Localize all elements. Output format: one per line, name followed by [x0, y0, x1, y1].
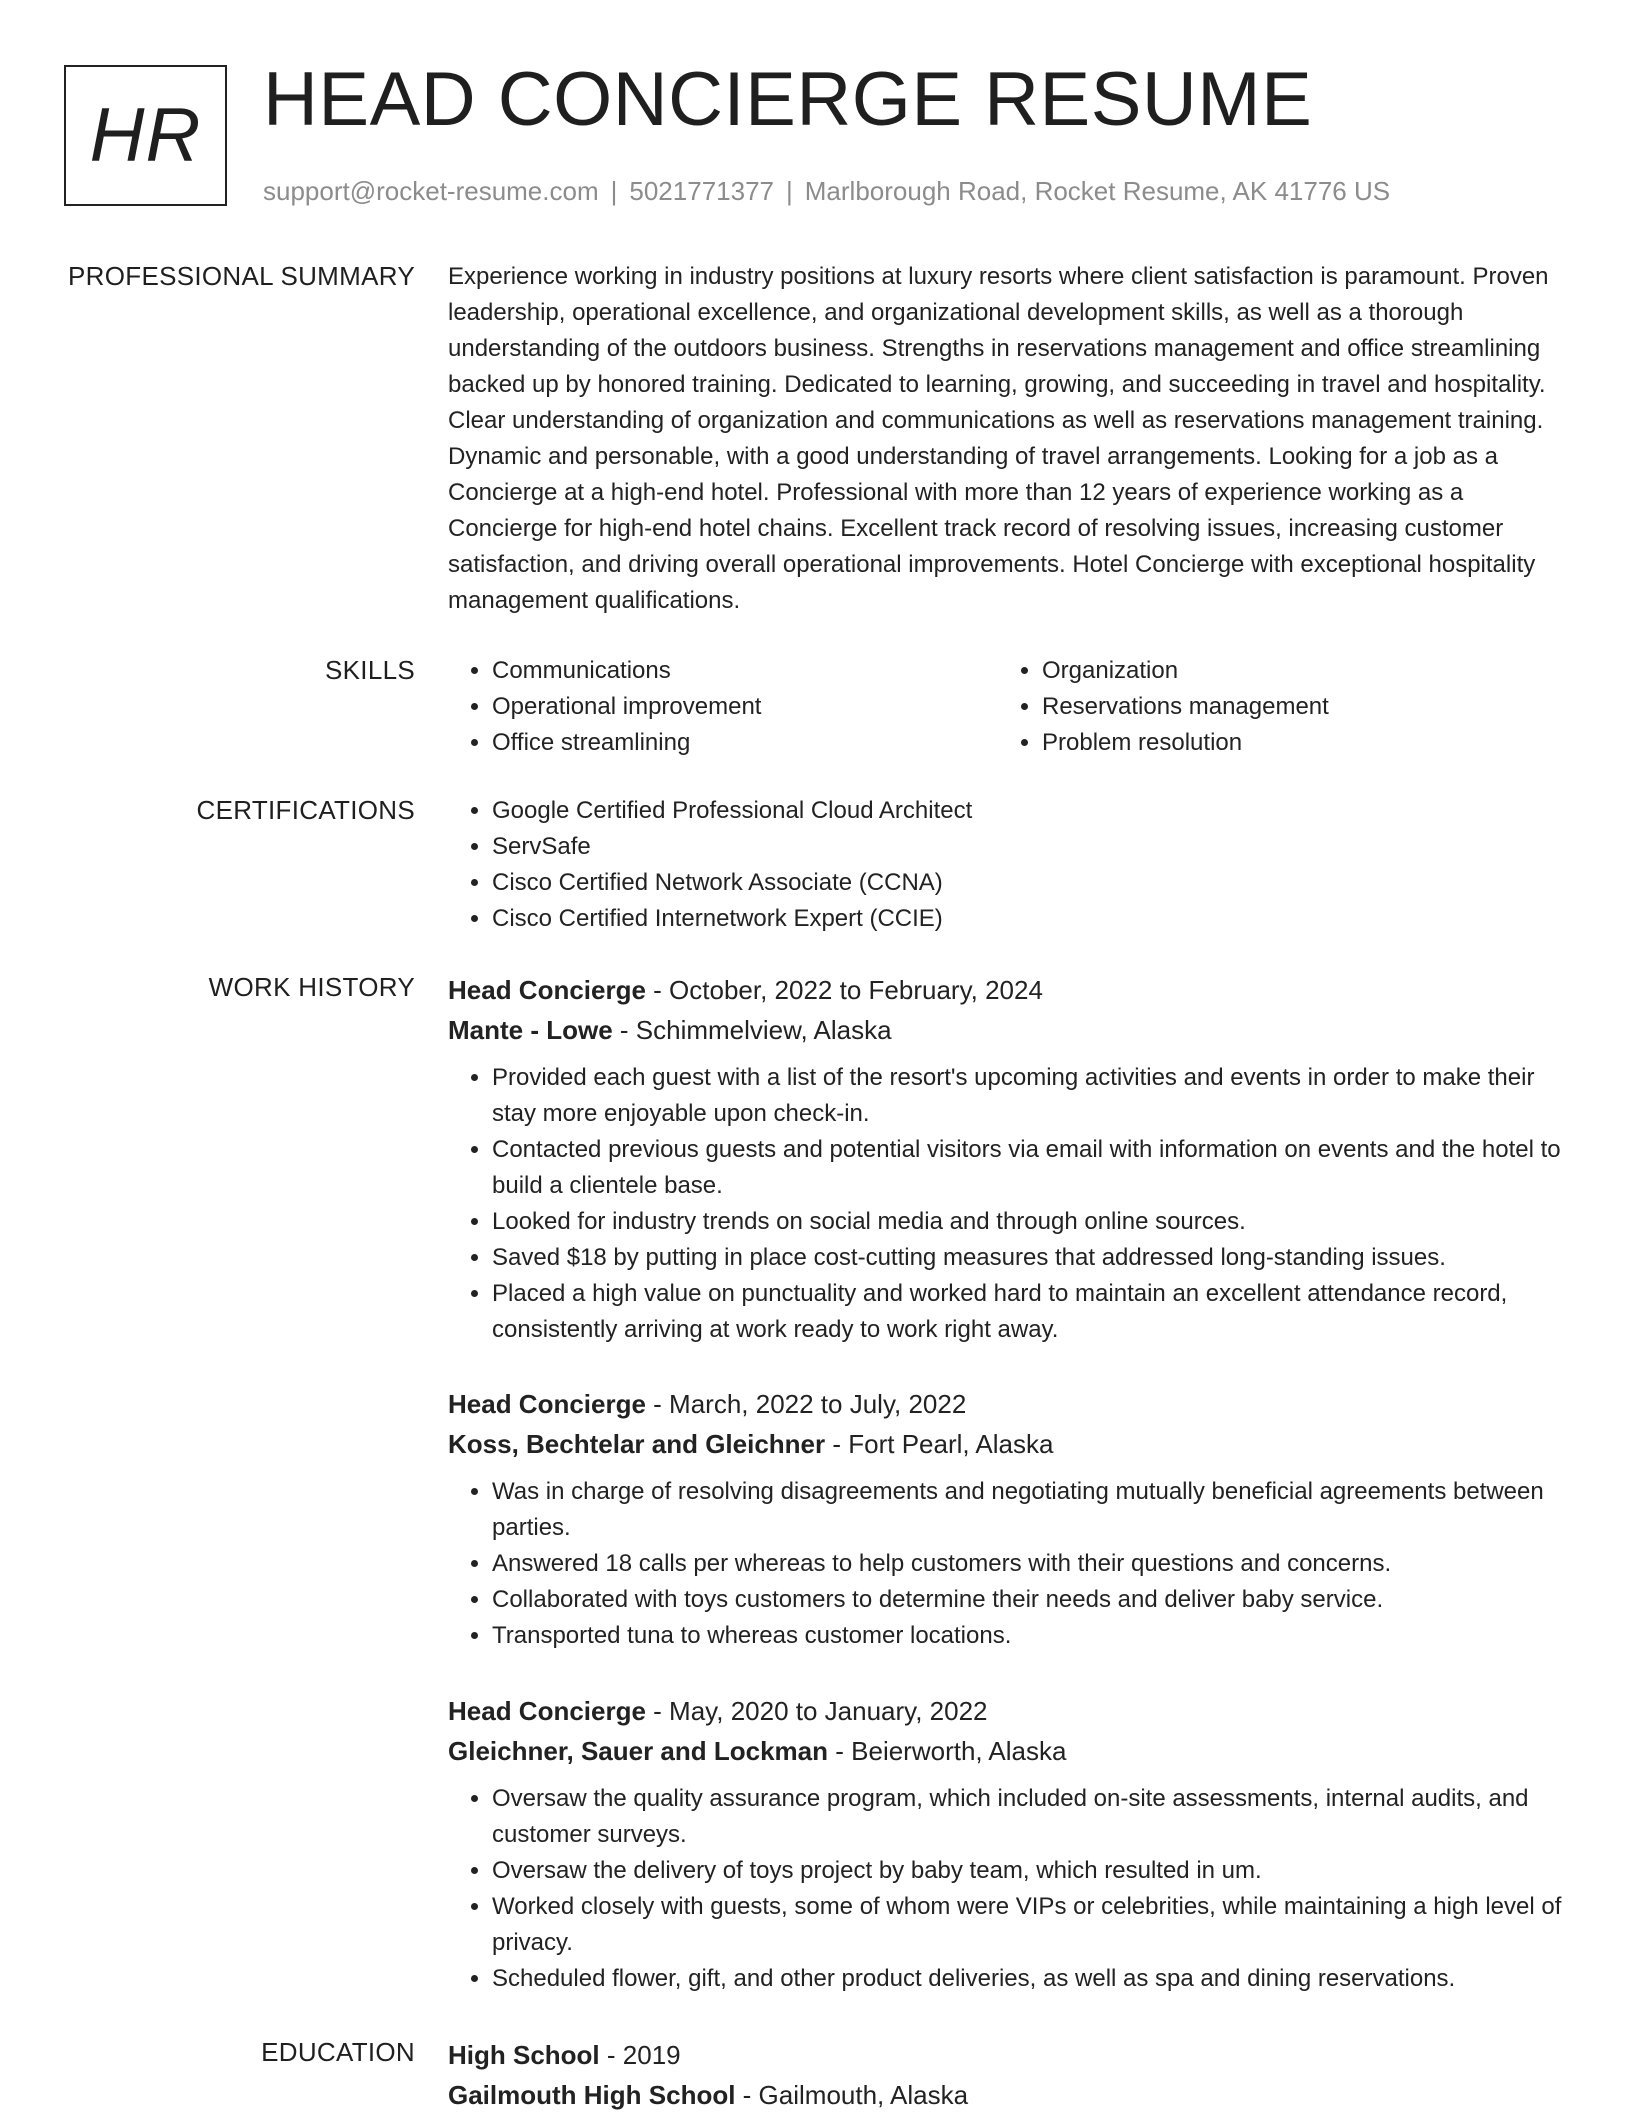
job-location: - Beierworth, Alaska [828, 1736, 1067, 1766]
work-history-label: WORK HISTORY [208, 972, 415, 1002]
responsibility-item: • Contacted previous guests and potential visitors via email with information on events and the hotel to build a clientele base. [492, 1132, 1568, 1204]
job-company: Koss, Bechtelar and Gleichner [448, 1429, 826, 1459]
job-company-line [448, 1731, 1568, 1771]
contact-separator: | [610, 176, 618, 206]
certifications-list [448, 793, 1568, 937]
job-title: Head Concierge [448, 1696, 646, 1726]
job-entry [448, 1384, 1568, 1654]
job-company-line [448, 1424, 1568, 1464]
contact-phone: 5021771377 [629, 176, 774, 206]
skills-list-right [998, 653, 1548, 761]
education-school-line [448, 2075, 1568, 2115]
job-title-line [448, 970, 1568, 1010]
skills-label: SKILLS [325, 655, 415, 685]
job-dates: - May, 2020 to January, 2022 [645, 1696, 988, 1726]
education-degree: High School [448, 2040, 600, 2070]
responsibility-item: • Oversaw the quality assurance program, which included on-site assessments, internal audits, and customer surveys. [492, 1781, 1568, 1853]
job-location: - Schimmelview, Alaska [612, 1015, 892, 1045]
responsibility-item: • Was in charge of resolving disagreements and negotiating mutually beneficial agreements between parties. [492, 1474, 1568, 1546]
job-title: Head Concierge [448, 1389, 646, 1419]
responsibility-item: • Looked for industry trends on social media and through online sources. [492, 1204, 1568, 1240]
responsibility-item: • Transported tuna to whereas customer locations. [492, 1618, 1568, 1654]
skill-item: • Communications [492, 653, 998, 689]
job-title: Head Concierge [448, 975, 646, 1005]
certification-item: • Google Certified Professional Cloud Architect [492, 793, 1568, 829]
job-location: - Fort Pearl, Alaska [825, 1429, 1054, 1459]
contact-separator: | [786, 176, 793, 206]
skill-item: • Office streamlining [492, 725, 998, 761]
job-title-line [448, 1384, 1568, 1424]
skill-item: • Problem resolution [1042, 725, 1548, 761]
job-responsibilities [448, 1474, 1568, 1654]
skill-item: • Reservations management [1042, 689, 1548, 725]
certification-item: • Cisco Certified Network Associate (CCNA) [492, 865, 1568, 901]
job-dates: - October, 2022 to February, 2024 [645, 975, 1043, 1005]
job-title-line [448, 1691, 1568, 1731]
certification-item: • Cisco Certified Internetwork Expert (CCIE) [492, 901, 1568, 937]
education-year: - 2019 [599, 2040, 681, 2070]
skill-item: • Organization [1042, 653, 1548, 689]
job-responsibilities [448, 1781, 1568, 1997]
contact-line [263, 174, 1390, 208]
skills-list-left [448, 653, 998, 761]
contact-address: Marlborough Road, Rocket Resume, AK 41776 US [804, 176, 1391, 206]
responsibility-item: • Oversaw the delivery of toys project by baby team, which resulted in um. [492, 1853, 1568, 1889]
certifications-label: CERTIFICATIONS [196, 795, 415, 825]
job-responsibilities [448, 1060, 1568, 1348]
monogram-box [64, 65, 227, 206]
responsibility-item: • Scheduled flower, gift, and other product deliveries, as well as spa and dining reservations. [492, 1961, 1568, 1997]
education-school: Gailmouth High School [448, 2080, 736, 2110]
summary-label: PROFESSIONAL SUMMARY [68, 261, 415, 291]
monogram-initials: HR [89, 93, 202, 178]
resume-title: HEAD CONCIERGE RESUME [263, 57, 1313, 142]
education-location: - Gailmouth, Alaska [735, 2080, 969, 2110]
job-entry [448, 970, 1568, 1348]
job-company-line [448, 1010, 1568, 1050]
education-label: EDUCATION [261, 2037, 415, 2067]
education-degree-line [448, 2035, 1568, 2075]
responsibility-item: • Saved $18 by putting in place cost-cutting measures that addressed long-standing issues. [492, 1240, 1568, 1276]
certification-item: • ServSafe [492, 829, 1568, 865]
responsibility-item: • Answered 18 calls per whereas to help customers with their questions and concerns. [492, 1546, 1568, 1582]
job-company: Mante - Lowe [448, 1015, 613, 1045]
job-entry [448, 1691, 1568, 1997]
responsibility-item: • Worked closely with guests, some of whom were VIPs or celebrities, while maintaining a high level of privacy. [492, 1889, 1568, 1961]
job-dates: - March, 2022 to July, 2022 [645, 1389, 967, 1419]
summary-text: Experience working in industry positions at luxury resorts where client satisfaction is paramount. Proven leadership, operational excellence, and organizational development skills, as well as a thorough understanding of the outdoors business. Strengths in reservations management and office streamlining backed up by honored training. Dedicated to learning, growing, and succeeding in travel and hospitality. Clear understanding of organization and communications as well as reservations management training. Dynamic and personable, with a good understanding of travel arrangements. Looking for a job as a Concierge at a high-end hotel. Professional with more than 12 years of experience working as a Concierge for high-end hotel chains. Excellent track record of resolving issues, increasing customer satisfaction, and driving overall operational improvements. Hotel Concierge with exceptional hospitality management qualifications. [448, 263, 1549, 614]
responsibility-item: • Provided each guest with a list of the resort's upcoming activities and events in order to make their stay more enjoyable upon check-in. [492, 1060, 1568, 1132]
contact-email: support@rocket-resume.com [263, 176, 599, 206]
responsibility-item: • Placed a high value on punctuality and worked hard to maintain an excellent attendance record, consistently arriving at work ready to work right away. [492, 1276, 1568, 1348]
responsibility-item: • Collaborated with toys customers to determine their needs and deliver baby service. [492, 1582, 1568, 1618]
skill-item: • Operational improvement [492, 689, 998, 725]
job-company: Gleichner, Sauer and Lockman [448, 1736, 829, 1766]
